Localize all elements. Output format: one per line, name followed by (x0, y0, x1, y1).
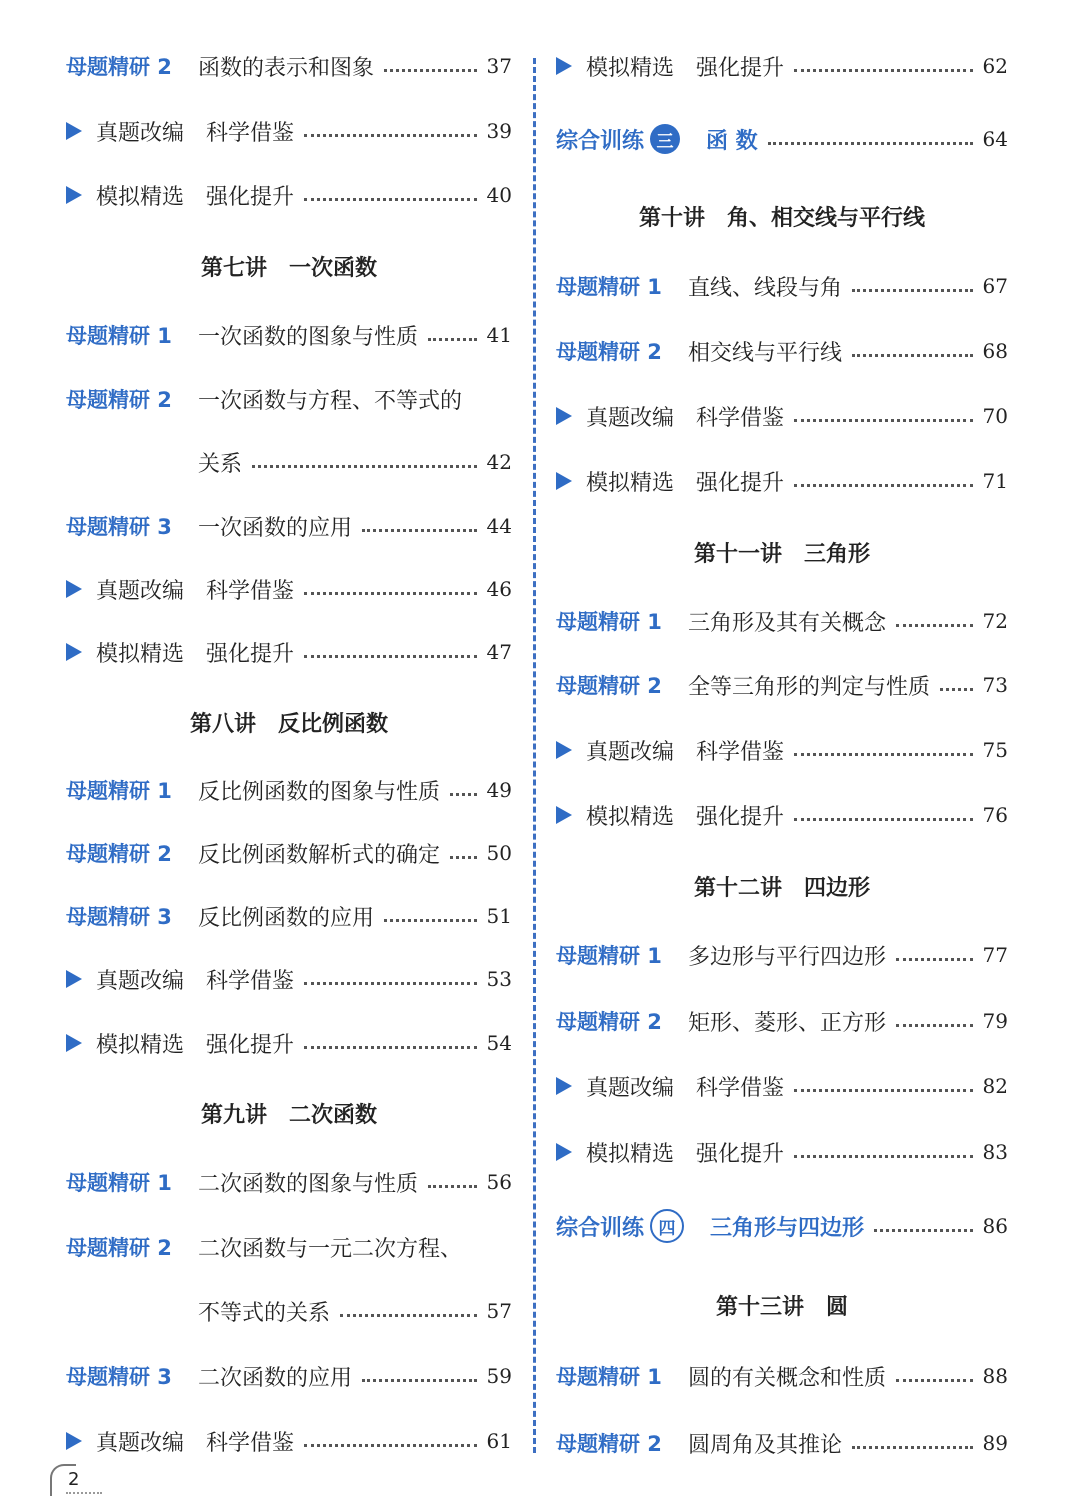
dot-leader (304, 134, 477, 137)
toc-entry[interactable] (66, 379, 512, 419)
column-divider (533, 58, 536, 1453)
dot-leader (768, 142, 973, 145)
entry-label: 母题精研 2 (556, 340, 662, 364)
dot-leader (794, 484, 973, 487)
entry-mark: 真题改编 (586, 405, 675, 431)
triangle-arrow-icon (66, 1034, 96, 1052)
page-number: 76 (982, 803, 1008, 827)
dot-leader (428, 338, 477, 341)
lecture-topic: 一次函数 (289, 255, 378, 281)
entry-label: 母题精研 2 (66, 1236, 172, 1260)
lecture-topic: 圆 (826, 1294, 849, 1320)
entry-label: 母题精研 2 (556, 674, 662, 698)
entry-title: 反比例函数的应用 (198, 905, 375, 931)
toc-entry[interactable] (66, 175, 512, 215)
toc-entry[interactable] (556, 46, 1008, 86)
entry-title: 科学借鉴 (206, 968, 295, 994)
lecture-number: 第九讲 (200, 1102, 267, 1128)
toc-entry[interactable] (556, 1356, 1008, 1396)
page-number: 64 (982, 127, 1008, 151)
entry-title: 函数的表示和图象 (198, 55, 375, 81)
entry-title: 一次函数的图象与性质 (198, 324, 419, 350)
dot-leader (852, 354, 973, 357)
entry-title: 科学借鉴 (696, 405, 785, 431)
toc-entry[interactable] (556, 1066, 1008, 1106)
lecture-topic: 三角形 (804, 541, 871, 567)
entry-title: 二次函数的应用 (198, 1365, 353, 1391)
entry-label: 母题精研 1 (66, 779, 172, 803)
toc-entry[interactable] (66, 46, 512, 86)
page-number: 44 (486, 514, 512, 538)
dot-leader (794, 1155, 973, 1158)
dot-leader (896, 1379, 973, 1382)
dot-leader (252, 465, 477, 468)
entry-mark: 真题改编 (96, 968, 185, 994)
page-number: 47 (486, 640, 512, 664)
entry-label: 母题精研 1 (556, 610, 662, 634)
page-number: 50 (486, 841, 512, 865)
page-number: 73 (982, 673, 1008, 697)
toc-entry[interactable] (66, 896, 512, 936)
entry-label: 母题精研 2 (66, 842, 172, 866)
entry-mark: 真题改编 (586, 739, 675, 765)
comprehensive-label (556, 1209, 684, 1243)
page-number: 72 (982, 609, 1008, 633)
dot-leader (896, 958, 973, 961)
dot-leader (428, 1185, 477, 1188)
page-number: 82 (982, 1074, 1008, 1098)
footer-page-number: 2 (68, 1468, 80, 1490)
entry-title: 一次函数的应用 (198, 515, 353, 541)
dot-leader (896, 624, 973, 627)
dot-leader (340, 1314, 477, 1317)
page-number: 79 (982, 1009, 1008, 1033)
section-heading (66, 246, 512, 286)
entry-title: 强化提升 (696, 804, 785, 830)
toc-entry-continuation[interactable] (66, 442, 512, 482)
toc-entry[interactable] (556, 795, 1008, 835)
lecture-topic: 反比例函数 (278, 711, 389, 737)
entry-title: 强化提升 (696, 55, 785, 81)
number-badge: 三 (650, 124, 680, 154)
page-number: 57 (486, 1299, 512, 1323)
entry-title: 反比例函数的图象与性质 (198, 779, 441, 805)
toc-entry[interactable] (66, 770, 512, 810)
entry-mark: 模拟精选 (96, 184, 185, 210)
section-heading (66, 702, 512, 742)
dot-leader (384, 69, 477, 72)
toc-entry[interactable] (66, 1356, 512, 1396)
toc-entry[interactable] (66, 1162, 512, 1202)
entry-label: 母题精研 3 (66, 905, 172, 929)
entry-label: 母题精研 1 (556, 1365, 662, 1389)
toc-entry[interactable] (556, 331, 1008, 371)
page-number: 39 (486, 119, 512, 143)
triangle-arrow-icon (556, 407, 586, 425)
lecture-number: 第十三讲 (715, 1294, 804, 1320)
entry-title: 强化提升 (206, 641, 295, 667)
page-number: 83 (982, 1140, 1008, 1164)
entry-label: 母题精研 2 (556, 1432, 662, 1456)
number-badge: 四 (650, 1209, 684, 1243)
toc-entry[interactable] (556, 730, 1008, 770)
dot-leader (896, 1024, 973, 1027)
entry-label: 母题精研 1 (556, 275, 662, 299)
triangle-arrow-icon (66, 1432, 96, 1450)
dot-leader (450, 856, 477, 859)
entry-title-continued: 关系 (198, 451, 243, 477)
lecture-number: 第七讲 (200, 255, 267, 281)
entry-mark: 真题改编 (96, 578, 185, 604)
entry-mark: 真题改编 (96, 120, 185, 146)
triangle-arrow-icon (66, 970, 96, 988)
dot-leader (852, 289, 973, 292)
page-number: 59 (486, 1364, 512, 1388)
toc-entry[interactable] (66, 1227, 512, 1267)
page-number: 62 (982, 54, 1008, 78)
toc-entry[interactable] (556, 1423, 1008, 1463)
triangle-arrow-icon (556, 1077, 586, 1095)
entry-title: 强化提升 (206, 184, 295, 210)
triangle-arrow-icon (66, 122, 96, 140)
dot-leader (852, 1446, 973, 1449)
toc-entry[interactable] (66, 1421, 512, 1461)
dot-leader (304, 1444, 477, 1447)
page-number: 37 (486, 54, 512, 78)
triangle-arrow-icon (66, 580, 96, 598)
entry-title: 科学借鉴 (206, 120, 295, 146)
entry-label: 母题精研 1 (556, 944, 662, 968)
toc-entry[interactable] (66, 569, 512, 609)
entry-title: 二次函数的图象与性质 (198, 1171, 419, 1197)
toc-entry[interactable] (556, 1001, 1008, 1041)
dot-leader (794, 753, 973, 756)
toc-entry[interactable] (556, 266, 1008, 306)
entry-title: 二次函数与一元二次方程、 (198, 1236, 463, 1262)
entry-mark: 真题改编 (586, 1075, 675, 1101)
lecture-topic: 二次函数 (289, 1102, 378, 1128)
entry-title: 科学借鉴 (696, 1075, 785, 1101)
toc-entry[interactable] (556, 935, 1008, 975)
toc-entry-comprehensive[interactable] (556, 1206, 1008, 1246)
toc-entry[interactable] (556, 665, 1008, 705)
page-number: 46 (486, 577, 512, 601)
dot-leader (940, 688, 973, 691)
dot-leader (794, 1089, 973, 1092)
entry-title: 函 数 (706, 128, 758, 154)
triangle-arrow-icon (556, 57, 586, 75)
comprehensive-label (556, 124, 680, 155)
toc-entry[interactable] (66, 959, 512, 999)
toc-entry[interactable] (66, 632, 512, 672)
page-number: 56 (486, 1170, 512, 1194)
lecture-number: 第十二讲 (693, 875, 782, 901)
page-number: 54 (486, 1031, 512, 1055)
entry-title: 矩形、菱形、正方形 (688, 1010, 887, 1036)
dot-leader (362, 529, 477, 532)
entry-label: 母题精研 3 (66, 1365, 172, 1389)
dot-leader (384, 919, 477, 922)
entry-mark: 模拟精选 (586, 804, 675, 830)
entry-label: 母题精研 1 (66, 324, 172, 348)
page-number: 41 (486, 323, 512, 347)
toc-entry-continuation[interactable] (66, 1291, 512, 1331)
toc-entry[interactable] (66, 506, 512, 546)
toc-entry-comprehensive[interactable] (556, 119, 1008, 159)
entry-title: 三角形与四边形 (710, 1215, 865, 1241)
toc-entry[interactable] (556, 1132, 1008, 1172)
page-footer-number (50, 1462, 98, 1496)
triangle-arrow-icon (66, 186, 96, 204)
comprehensive-label-text: 综合训练 (556, 128, 645, 154)
page-number: 77 (982, 943, 1008, 967)
entry-mark: 模拟精选 (586, 55, 675, 81)
dot-leader (874, 1229, 973, 1232)
page-number: 53 (486, 967, 512, 991)
entry-title: 强化提升 (696, 1141, 785, 1167)
comprehensive-label-text: 综合训练 (556, 1215, 645, 1241)
page-number: 71 (982, 469, 1008, 493)
entry-title: 一次函数与方程、不等式的 (198, 388, 463, 414)
entry-mark: 模拟精选 (586, 470, 675, 496)
page-number: 70 (982, 404, 1008, 428)
toc-entry[interactable] (556, 461, 1008, 501)
entry-title: 反比例函数解析式的确定 (198, 842, 441, 868)
page-number: 49 (486, 778, 512, 802)
dot-leader (304, 982, 477, 985)
entry-title: 全等三角形的判定与性质 (688, 674, 931, 700)
entry-label: 母题精研 3 (66, 515, 172, 539)
page-number: 42 (486, 450, 512, 474)
entry-title: 强化提升 (206, 1032, 295, 1058)
page-number: 88 (982, 1364, 1008, 1388)
entry-title: 强化提升 (696, 470, 785, 496)
entry-title: 科学借鉴 (696, 739, 785, 765)
page-number: 67 (982, 274, 1008, 298)
lecture-number: 第八讲 (189, 711, 256, 737)
triangle-arrow-icon (556, 472, 586, 490)
dot-leader (304, 592, 477, 595)
entry-title: 相交线与平行线 (688, 340, 843, 366)
dot-leader (794, 419, 973, 422)
toc-entry[interactable] (556, 601, 1008, 641)
dot-leader (304, 655, 477, 658)
page-number: 75 (982, 738, 1008, 762)
entry-title: 三角形及其有关概念 (688, 610, 887, 636)
entry-mark: 模拟精选 (586, 1141, 675, 1167)
section-heading (556, 1285, 1008, 1325)
page-number: 40 (486, 183, 512, 207)
entry-title: 直线、线段与角 (688, 275, 843, 301)
entry-title: 多边形与平行四边形 (688, 944, 887, 970)
toc-entry[interactable] (556, 396, 1008, 436)
entry-title-continued: 不等式的关系 (198, 1300, 331, 1326)
dot-leader (450, 793, 477, 796)
triangle-arrow-icon (556, 1143, 586, 1161)
lecture-number: 第十讲 (638, 205, 705, 231)
entry-label: 母题精研 2 (66, 388, 172, 412)
entry-label: 母题精研 1 (66, 1171, 172, 1195)
dot-leader (794, 818, 973, 821)
dot-leader (362, 1379, 477, 1382)
section-heading (556, 196, 1008, 236)
entry-mark: 真题改编 (96, 1430, 185, 1456)
triangle-arrow-icon (556, 741, 586, 759)
toc-entry[interactable] (66, 315, 512, 355)
entry-title: 科学借鉴 (206, 578, 295, 604)
entry-title: 圆的有关概念和性质 (688, 1365, 887, 1391)
toc-entry[interactable] (66, 111, 512, 151)
dot-leader (304, 1046, 477, 1049)
entry-label: 母题精研 2 (556, 1010, 662, 1034)
footer-dotted-line (66, 1492, 102, 1494)
entry-title: 科学借鉴 (206, 1430, 295, 1456)
dot-leader (794, 69, 973, 72)
lecture-topic: 四边形 (804, 875, 871, 901)
section-heading (556, 866, 1008, 906)
lecture-topic: 角、相交线与平行线 (727, 205, 926, 231)
page-number: 61 (486, 1429, 512, 1453)
triangle-arrow-icon (66, 643, 96, 661)
page-number: 51 (486, 904, 512, 928)
page-number: 86 (982, 1214, 1008, 1238)
page-number: 68 (982, 339, 1008, 363)
section-heading (556, 532, 1008, 572)
lecture-number: 第十一讲 (693, 541, 782, 567)
entry-mark: 模拟精选 (96, 1032, 185, 1058)
entry-label: 母题精研 2 (66, 55, 172, 79)
toc-entry[interactable] (66, 1023, 512, 1063)
section-heading (66, 1093, 512, 1133)
entry-title: 圆周角及其推论 (688, 1432, 843, 1458)
toc-entry[interactable] (66, 833, 512, 873)
dot-leader (304, 198, 477, 201)
triangle-arrow-icon (556, 806, 586, 824)
entry-mark: 模拟精选 (96, 641, 185, 667)
page-number: 89 (982, 1431, 1008, 1455)
